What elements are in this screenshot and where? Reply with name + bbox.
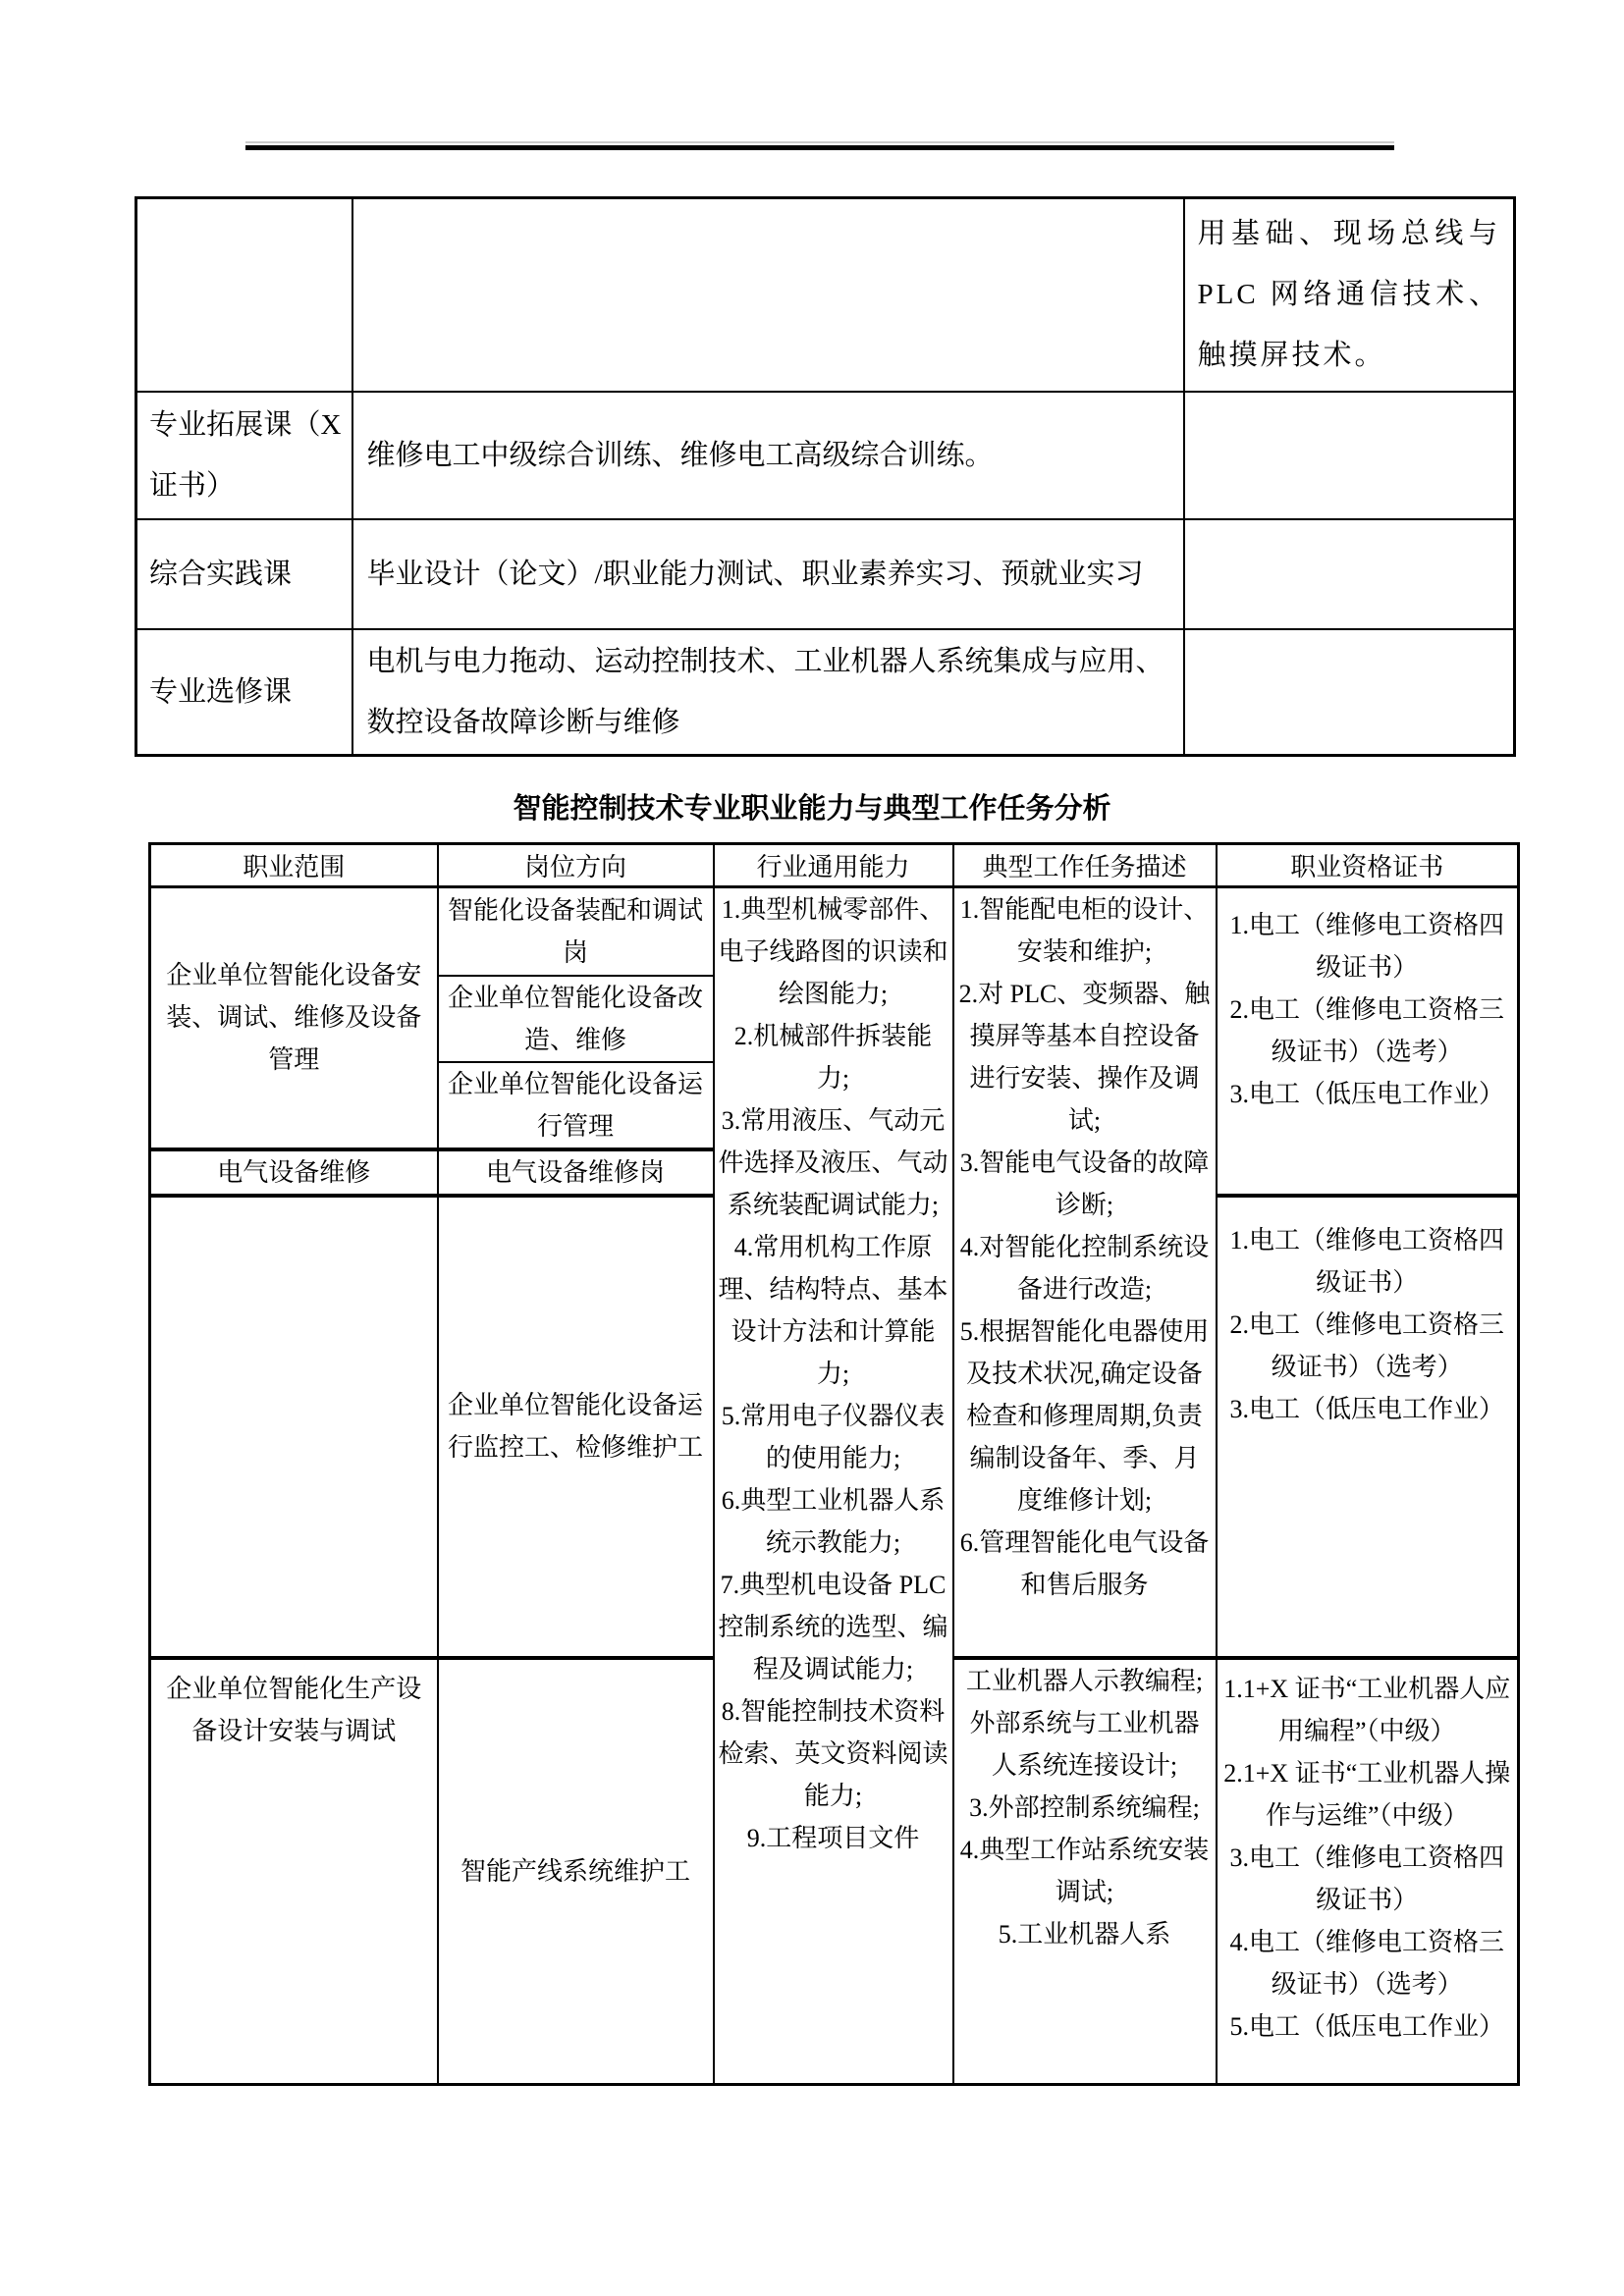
course-category-cell: 综合实践课 bbox=[136, 519, 352, 629]
post-cell: 企业单位智能化设备运行管理 bbox=[438, 1062, 714, 1149]
header-rule bbox=[245, 145, 1394, 150]
post-cell: 企业单位智能化设备运行监控工、检修维护工 bbox=[438, 1196, 714, 1658]
course-list-cell bbox=[352, 198, 1184, 392]
table-row bbox=[136, 198, 1515, 392]
post-cell: 电气设备维修岗 bbox=[438, 1149, 714, 1196]
header-certs: 职业资格证书 bbox=[1217, 844, 1519, 887]
post-cell: 智能产线系统维护工 bbox=[438, 1658, 714, 2085]
course-category-cell bbox=[136, 198, 352, 392]
table-row bbox=[150, 887, 1519, 976]
certs-cell: 1.电工（维修电工资格四级证书） 2.电工（维修电工资格三级证书）（选考） 3.电工（低压电工作业） bbox=[1217, 887, 1519, 1196]
table-row bbox=[136, 392, 1515, 519]
analysis-table-title: 智能控制技术专业职业能力与典型工作任务分析 bbox=[513, 793, 1111, 825]
analysis-table bbox=[148, 842, 1520, 2086]
scope-cell: 企业单位智能化设备安装、调试、维修及设备管理 bbox=[150, 887, 438, 1149]
course-note-cell: 用基础、现场总线与 PLC 网络通信技术、触摸屏技术。 bbox=[1184, 198, 1515, 392]
certs-cell: 1.电工（维修电工资格四级证书） 2.电工（维修电工资格三级证书）（选考） 3.电工（低压电工作业） bbox=[1217, 1196, 1519, 1658]
course-table bbox=[135, 196, 1516, 757]
course-list-cell: 电机与电力拖动、运动控制技术、工业机器人系统集成与应用、数控设备故障诊断与维修 bbox=[352, 629, 1184, 756]
post-cell: 企业单位智能化设备改造、维修 bbox=[438, 976, 714, 1062]
course-category-cell: 专业选修课 bbox=[136, 629, 352, 756]
scope-cell: 企业单位智能化生产设备设计安装与调试 bbox=[150, 1658, 438, 2085]
header-rule-shadow bbox=[245, 141, 1394, 143]
course-note-cell bbox=[1184, 629, 1515, 756]
post-cell: 智能化设备装配和调试岗 bbox=[438, 887, 714, 976]
course-list-cell: 维修电工中级综合训练、维修电工高级综合训练。 bbox=[352, 392, 1184, 519]
header-tasks: 典型工作任务描述 bbox=[953, 844, 1217, 887]
table-row bbox=[136, 519, 1515, 629]
tasks-cell: 工业机器人示教编程; 外部系统与工业机器人系统连接设计; 3.外部控制系统编程; 4.典型工作站系统安装调试; 5.工业机器人系 bbox=[953, 1658, 1217, 2085]
course-list-cell: 毕业设计（论文）/职业能力测试、职业素养实习、预就业实习 bbox=[352, 519, 1184, 629]
course-note-cell bbox=[1184, 519, 1515, 629]
certs-cell: 1.1+X 证书“工业机器人应用编程”（中级） 2.1+X 证书“工业机器人操作与运维”（中级） 3.电工（维修电工资格四级证书） 4.电工（维修电工资格三级证书）（选考） 5.电工（低压电工作业） bbox=[1217, 1658, 1519, 2085]
scope-cell bbox=[150, 1196, 438, 1658]
header-post: 岗位方向 bbox=[438, 844, 714, 887]
header-scope: 职业范围 bbox=[150, 844, 438, 887]
header-abilities: 行业通用能力 bbox=[714, 844, 953, 887]
course-note-cell bbox=[1184, 392, 1515, 519]
scope-cell: 电气设备维修 bbox=[150, 1149, 438, 1196]
course-category-cell: 专业拓展课（X 证书） bbox=[136, 392, 352, 519]
table-row bbox=[136, 629, 1515, 756]
table-header-row bbox=[150, 844, 1519, 887]
abilities-cell: 1.典型机械零部件、电子线路图的识读和绘图能力; 2.机械部件拆装能力; 3.常用液压、气动元件选择及液压、气动系统装配调试能力; 4.常用机构工作原理、结构特点、基本设计方法和计算能力; 5.常用电子仪器仪表的使用能力; 6.典型工业机器人系统示教能力; 7.典型机电设备 PLC 控制系统的选型、编程及调试能力; 8.智能控制技术资料检索、英文资料阅读能力; 9.工程项目文件 bbox=[714, 887, 953, 2085]
tasks-cell: 1.智能配电柜的设计、安装和维护; 2.对 PLC、变频器、触摸屏等基本自控设备进行安装、操作及调试; 3.智能电气设备的故障诊断; 4.对智能化控制系统设备进行改造; 5.根据智能化电器使用及技术状况,确定设备检查和修理周期,负责编制设备年、季、月度维修计划; 6.管理智能化电气设备和售后服务 bbox=[953, 887, 1217, 1658]
